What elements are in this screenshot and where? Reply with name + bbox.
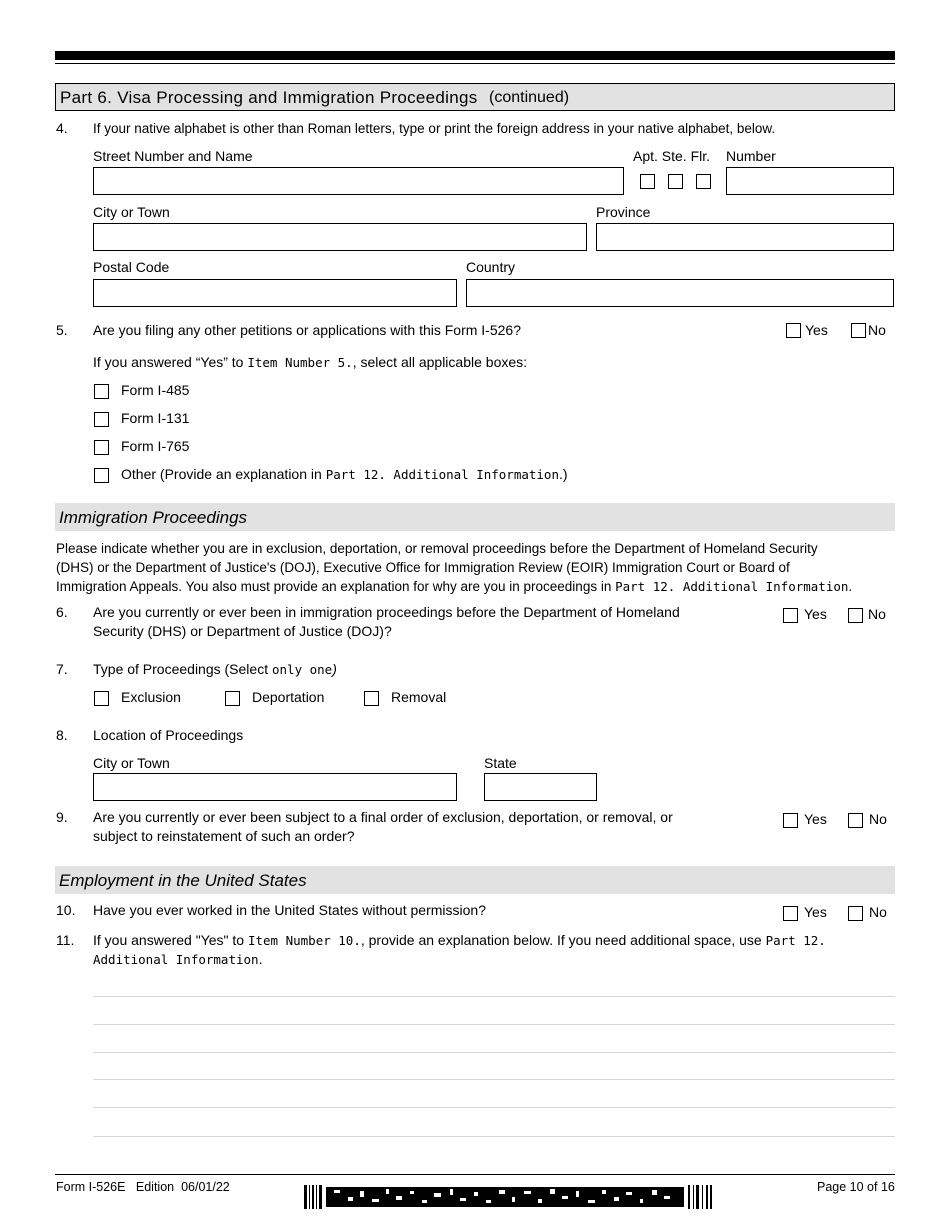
ste-checkbox[interactable] xyxy=(668,174,683,189)
province-label: Province xyxy=(596,204,651,220)
q11-line-2-ref: Additional Information xyxy=(93,952,259,967)
q6-number: 6. xyxy=(56,604,68,620)
other-label-ref: Part 12. Additional Information xyxy=(325,467,559,482)
q9-no-checkbox[interactable] xyxy=(848,813,863,828)
q6-text xyxy=(93,603,680,641)
q5-followup-a: If you answered “Yes” to xyxy=(93,354,244,370)
q11-line-2 xyxy=(93,950,826,969)
footer-edition-date: 06/01/22 xyxy=(181,1180,230,1194)
q11-explanation-area[interactable] xyxy=(93,975,895,1165)
other-label-a: Other (Provide an explanation in xyxy=(121,466,322,482)
q8-state-label: State xyxy=(484,755,517,771)
form-i765-checkbox[interactable] xyxy=(94,440,109,455)
apt-label: Apt. Ste. Flr. xyxy=(633,148,711,164)
exclusion-label: Exclusion xyxy=(121,689,181,705)
deportation-label: Deportation xyxy=(252,689,325,705)
form-i131-checkbox[interactable] xyxy=(94,412,109,427)
form-i131-label: Form I-131 xyxy=(121,410,190,426)
q9-line-1: Are you currently or ever been subject to a final order of exclusion, deportation, or removal, or xyxy=(93,809,673,825)
form-i485-checkbox[interactable] xyxy=(94,384,109,399)
explanation-line xyxy=(93,996,895,997)
top-thin-rule xyxy=(55,63,895,64)
q9-no-label: No xyxy=(869,811,887,827)
top-thick-rule xyxy=(55,51,895,60)
q8-city-label: City or Town xyxy=(93,755,170,771)
q5-followup-b: , select all applicable boxes: xyxy=(352,354,528,370)
q10-yes-label: Yes xyxy=(804,904,827,920)
q8-text: Location of Proceedings xyxy=(93,727,244,743)
q5-no-checkbox[interactable] xyxy=(851,323,866,338)
q9-yes-checkbox[interactable] xyxy=(783,813,798,828)
q5-number: 5. xyxy=(56,322,68,338)
q6-no-checkbox[interactable] xyxy=(848,608,863,623)
q10-no-checkbox[interactable] xyxy=(848,906,863,921)
q11-line-1-ref2: Part 12. xyxy=(765,933,826,948)
explanation-line xyxy=(93,1052,895,1053)
street-input[interactable] xyxy=(93,167,624,195)
q7-text-b: ) xyxy=(332,661,337,677)
street-label: Street Number and Name xyxy=(93,148,253,164)
footer-page-number: Page 10 of 16 xyxy=(817,1180,895,1194)
postal-input[interactable] xyxy=(93,279,457,307)
q6-yes-checkbox[interactable] xyxy=(783,608,798,623)
explanation-line xyxy=(93,1107,895,1108)
explanation-line xyxy=(93,1136,895,1137)
footer-form-number: Form I-526E xyxy=(56,1180,126,1194)
deportation-checkbox[interactable] xyxy=(225,691,240,706)
footer-edition-label: Edition xyxy=(135,1180,175,1194)
form-i485-label: Form I-485 xyxy=(121,382,190,398)
country-label: Country xyxy=(466,259,516,275)
q9-yes-label: Yes xyxy=(804,811,827,827)
other-label xyxy=(121,466,568,483)
q5-yes-label: Yes xyxy=(805,322,828,338)
q11-number: 11. xyxy=(56,932,75,948)
barcode-icon xyxy=(304,1185,714,1209)
q10-no-label: No xyxy=(869,904,887,920)
intro-line-2: (DHS) or the Department of Justice's (DOJ), Executive Office for Immigration Review (EOIR) Immigration Court or Board of xyxy=(56,560,790,575)
intro-line-3-ref: Part 12. Additional Information xyxy=(615,579,849,594)
q11-line-1-ref: Item Number 10. xyxy=(247,933,361,948)
intro-line-1: Please indicate whether you are in exclusion, deportation, or removal proceedings before the Department of Homeland Security xyxy=(56,541,818,556)
employment-heading: Employment in the United States xyxy=(59,871,307,890)
form-i765-label: Form I-765 xyxy=(121,438,190,454)
q8-number: 8. xyxy=(56,727,68,743)
q4-text: If your native alphabet is other than Roman letters, type or print the foreign address in your native alphabet, below. xyxy=(93,121,776,136)
q9-number: 9. xyxy=(56,809,68,825)
q7-number: 7. xyxy=(56,661,68,677)
q5-yes-checkbox[interactable] xyxy=(786,323,801,338)
part-header xyxy=(55,83,895,111)
q5-followup-ref: Item Number 5. xyxy=(247,355,353,370)
q5-no-label: No xyxy=(868,322,886,338)
q8-city-input[interactable] xyxy=(93,773,457,801)
q5-followup xyxy=(93,354,527,371)
q11-line-1a: If you answered "Yes" to xyxy=(93,932,245,948)
explanation-line xyxy=(93,1079,895,1080)
intro-line-3 xyxy=(56,577,896,596)
other-label-b: .) xyxy=(558,466,568,482)
removal-checkbox[interactable] xyxy=(364,691,379,706)
q6-line-1: Are you currently or ever been in immigration proceedings before the Department of Homeland xyxy=(93,604,680,620)
q6-no-label: No xyxy=(868,606,886,622)
q10-yes-checkbox[interactable] xyxy=(783,906,798,921)
q10-text: Have you ever worked in the United States without permission? xyxy=(93,902,486,918)
apt-checkbox[interactable] xyxy=(640,174,655,189)
flr-checkbox[interactable] xyxy=(696,174,711,189)
exclusion-checkbox[interactable] xyxy=(94,691,109,706)
q6-yes-label: Yes xyxy=(804,606,827,622)
province-input[interactable] xyxy=(596,223,894,251)
q7-text-a: Type of Proceedings (Select xyxy=(93,661,269,677)
footer-form-id xyxy=(56,1179,230,1196)
q11-text xyxy=(93,931,826,969)
q5-text: Are you filing any other petitions or applications with this Form I-526? xyxy=(93,322,521,338)
other-checkbox[interactable] xyxy=(94,468,109,483)
q11-line-1b: , provide an explanation below. If you need additional space, use xyxy=(360,932,762,948)
q4-number: 4. xyxy=(56,120,68,136)
q9-text xyxy=(93,808,673,846)
q7-text-ref: only one xyxy=(272,662,333,677)
q11-line-2b: . xyxy=(258,951,263,967)
q11-line-1 xyxy=(93,931,826,950)
part-suffix: (continued) xyxy=(489,89,570,106)
q6-line-2: Security (DHS) or Department of Justice (DOJ)? xyxy=(93,623,392,639)
immigration-heading: Immigration Proceedings xyxy=(59,508,248,527)
removal-label: Removal xyxy=(391,689,447,705)
q8-state-input[interactable] xyxy=(484,773,597,801)
q9-line-2: subject to reinstatement of such an order? xyxy=(93,828,355,844)
immigration-section-header xyxy=(55,503,895,531)
intro-line-3a: Immigration Appeals. You also must provide an explanation for why are you in proceedings in xyxy=(56,579,612,594)
postal-label: Postal Code xyxy=(93,259,170,275)
q7-text xyxy=(93,661,337,678)
intro-line-3b: . xyxy=(848,579,853,594)
explanation-line xyxy=(93,1024,895,1025)
city-label: City or Town xyxy=(93,204,170,220)
city-input[interactable] xyxy=(93,223,587,251)
q10-number: 10. xyxy=(56,902,76,918)
footer-rule xyxy=(55,1174,895,1175)
apt-number-input[interactable] xyxy=(726,167,894,195)
number-label: Number xyxy=(726,148,776,164)
part-title: Part 6. Visa Processing and Immigration Proceedings xyxy=(60,88,478,107)
immigration-intro xyxy=(56,539,896,596)
country-input[interactable] xyxy=(466,279,894,307)
employment-section-header xyxy=(55,866,895,894)
